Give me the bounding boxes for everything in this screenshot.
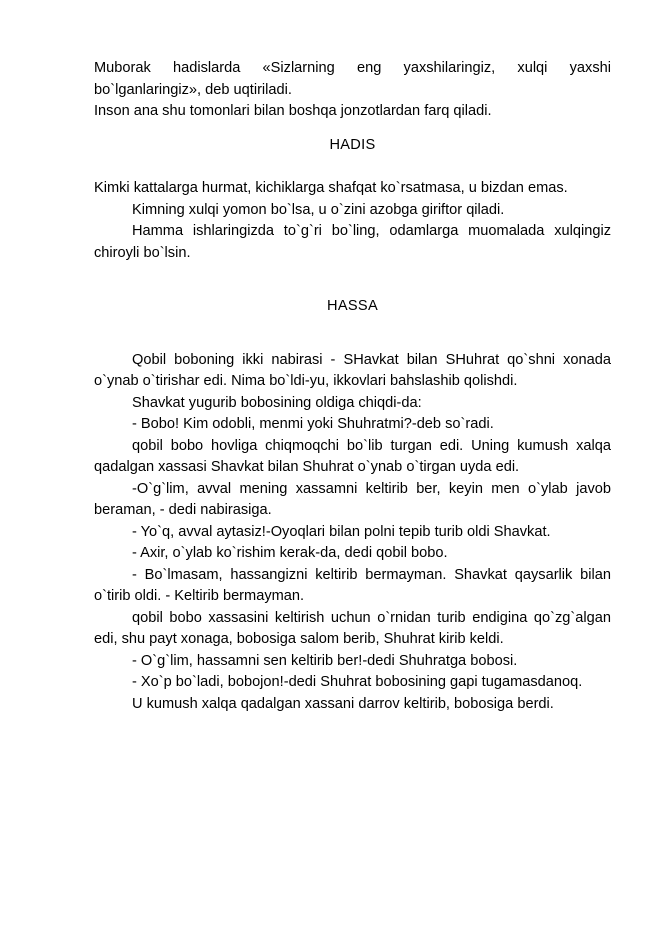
hassa-heading: HASSA xyxy=(327,298,378,314)
hassa-paragraph-6: - Yo`q, avval aytasiz!-Oyoqlari bilan polni tepib turib oldi Shavkat. xyxy=(132,523,551,540)
hassa-paragraph-8: - Bo`lmasam, hassangizni keltirib bermayman. Shavkat qaysarlik bilan o`tirib oldi. - Keltirib bermayman. xyxy=(94,566,611,604)
hassa-paragraph-3: - Bobo! Kim odobli, menmi yoki Shuhratmi?-deb so`radi. xyxy=(132,416,494,432)
hadis-paragraph-3: Hamma ishlaringizda to`g`ri bo`ling, odamlarga muomalada xulqingiz chiroyli bo`lsin. xyxy=(94,223,611,261)
hassa-paragraph-4: qobil bobo hovliga chiqmoqchi bo`lib turgan edi. Uning kumush xalqa qadalgan xassasi Shavkat bilan Shuhrat o`ynab o`tirgan uyda edi. xyxy=(94,437,611,475)
spacer xyxy=(94,123,611,135)
intro-paragraph-1: Muborak hadislarda «Sizlarning eng yaxshilaringiz, xulqi yaxshi bo`lganlaringiz», deb uqtiriladi. xyxy=(94,60,611,98)
spacer xyxy=(94,318,611,350)
hassa-paragraph-1: Qobil boboning ikki nabirasi - SHavkat bilan SHuhrat qo`shni xonada o`ynab o`tirishar edi. Nima bo`ldi-yu, ikkovlari bahslashib qolishdi. xyxy=(94,351,611,389)
intro-paragraph-2: Inson ana shu tomonlari bilan boshqa jonzotlardan farq qiladi. xyxy=(94,103,492,119)
document-page xyxy=(94,58,611,715)
hassa-paragraph-2: Shavkat yugurib bobosining oldiga chiqdi-da: xyxy=(132,394,422,411)
hassa-paragraph-11: - Xo`p bo`ladi, bobojon!-dedi Shuhrat bobosining gapi tugamasdanoq. xyxy=(132,674,583,690)
hadis-paragraph-2: Kimning xulqi yomon bo`lsa, u o`zini azobga giriftor qiladi. xyxy=(132,201,505,218)
hassa-paragraph-5: -O`g`lim, avval mening xassamni keltirib ber, keyin men o`ylab javob beraman, - dedi nabirasiga. xyxy=(94,480,611,518)
hassa-paragraph-9: qobil bobo xassasini keltirish uchun o`rnidan turib endigina qo`zg`algan edi, shu payt xonaga, bobosiga salom berib, Shuhrat kirib keldi. xyxy=(94,609,611,647)
spacer xyxy=(94,156,611,178)
hadis-heading: HADIS xyxy=(329,136,376,153)
hadis-paragraph-1: Kimki kattalarga hurmat, kichiklarga shafqat ko`rsatmasa, u bizdan emas. xyxy=(94,180,568,196)
hassa-paragraph-12: U kumush xalqa qadalgan xassani darrov keltirib, bobosiga berdi. xyxy=(132,695,554,712)
hassa-paragraph-10: - O`g`lim, hassamni sen keltirib ber!-dedi Shuhratga bobosi. xyxy=(132,652,518,669)
spacer xyxy=(94,264,611,296)
hassa-paragraph-7: - Axir, o`ylab ko`rishim kerak-da, dedi qobil bobo. xyxy=(132,545,448,561)
